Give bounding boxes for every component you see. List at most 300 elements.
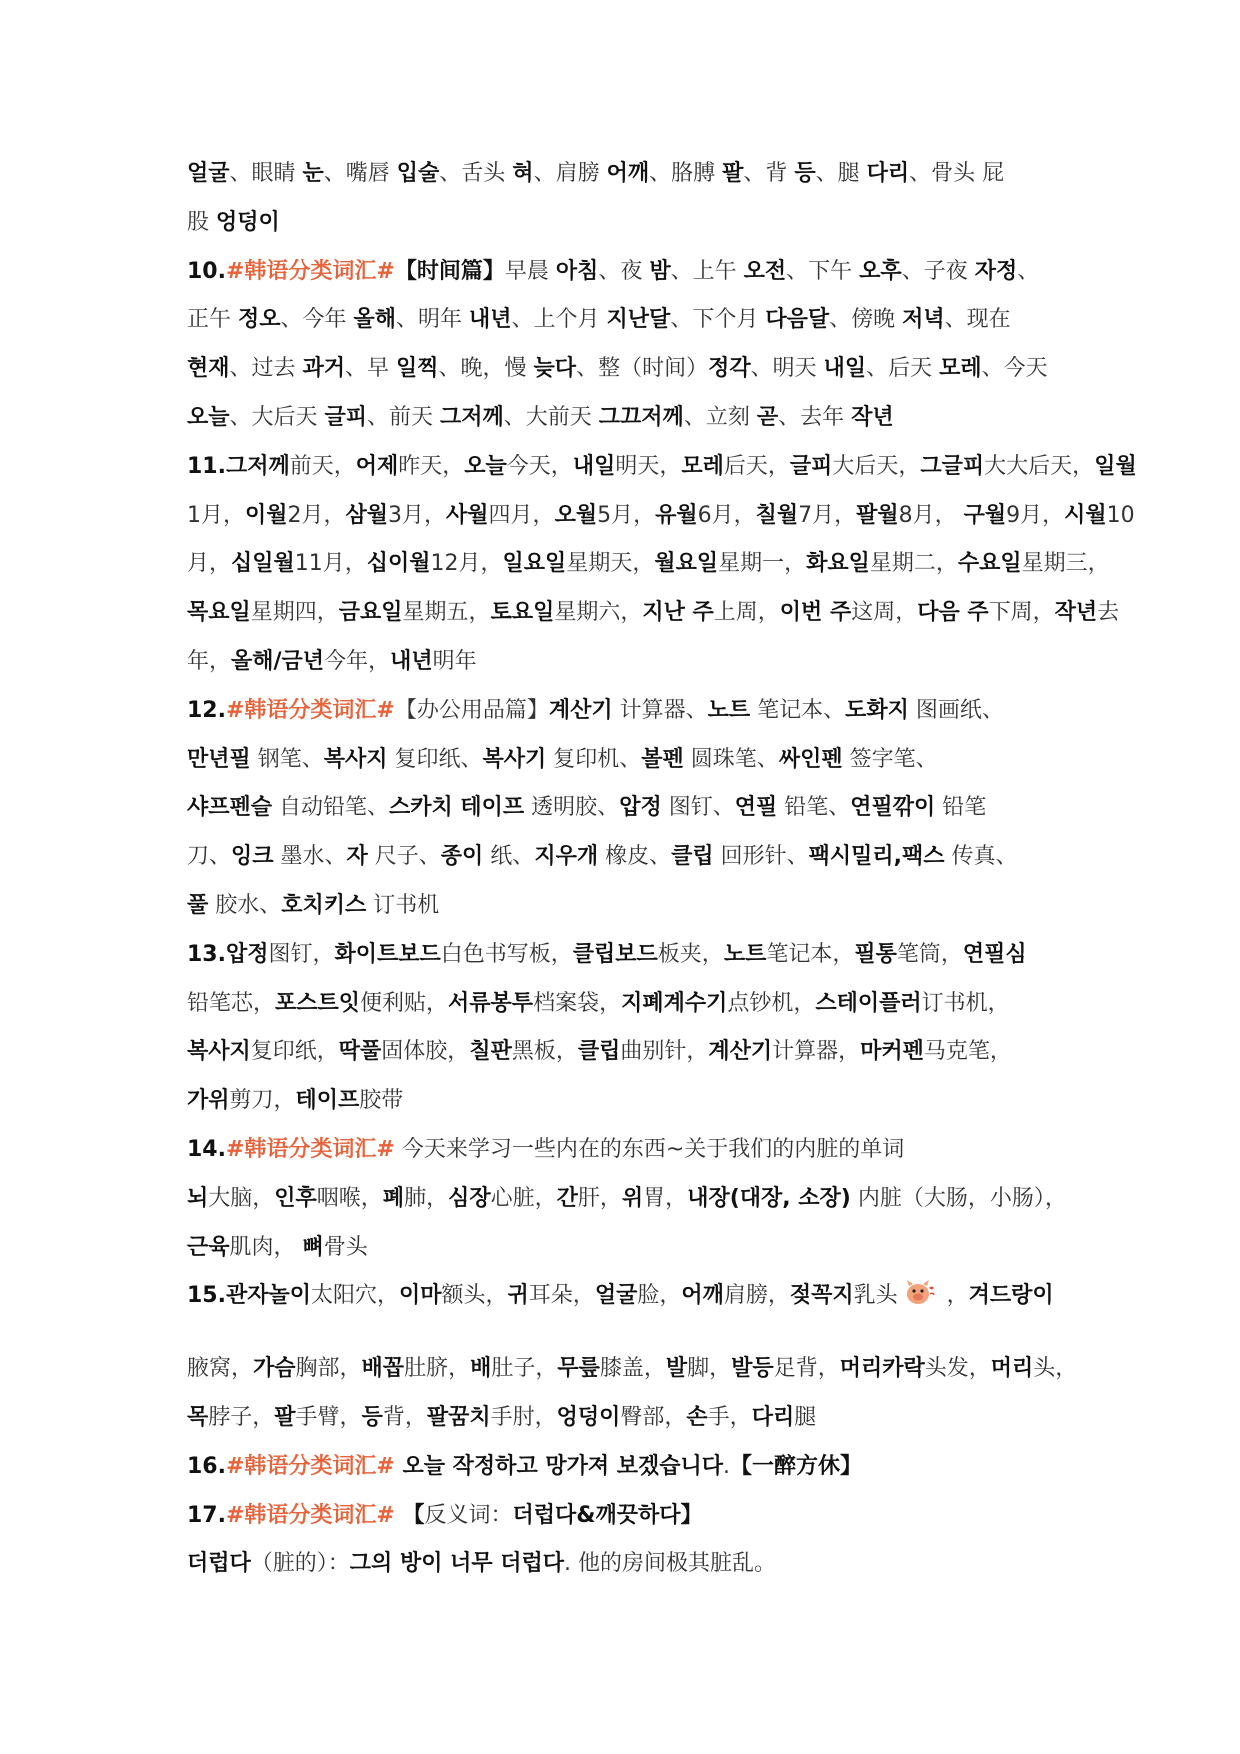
korean-term: 오후 bbox=[859, 258, 902, 284]
text-line bbox=[187, 589, 1120, 638]
korean-term: 월요일 bbox=[654, 551, 719, 577]
korean-term: 손 bbox=[686, 1404, 708, 1430]
korean-term: 팔꿈치 bbox=[426, 1404, 491, 1430]
korean-term: 자 bbox=[346, 844, 368, 870]
korean-term: 이번 주 bbox=[779, 600, 852, 626]
korean-term: 곧 bbox=[756, 404, 779, 430]
chinese-gloss: 钢笔、 bbox=[250, 746, 324, 772]
korean-term: 15.관자놀이 bbox=[187, 1283, 311, 1309]
text-line bbox=[187, 345, 1057, 394]
korean-term: 샤프펜슬 bbox=[187, 795, 273, 821]
chinese-gloss: 笔记本、 bbox=[750, 697, 846, 723]
korean-term: 팔 bbox=[722, 161, 744, 186]
korean-term: 어깨 bbox=[606, 161, 650, 186]
chinese-gloss: 、眼睛 bbox=[229, 161, 303, 186]
chinese-gloss: 头， bbox=[1033, 1356, 1078, 1382]
chinese-gloss: 大脑， bbox=[208, 1185, 275, 1211]
korean-term: 더럽다 bbox=[187, 1551, 251, 1577]
text-line bbox=[187, 199, 1057, 248]
korean-term: 엉덩이 bbox=[556, 1404, 621, 1430]
chinese-gloss: 今天， bbox=[506, 453, 573, 479]
korean-term: 등 bbox=[361, 1404, 383, 1430]
korean-term: 내일 bbox=[572, 453, 616, 479]
korean-term: 14. bbox=[187, 1136, 226, 1162]
chinese-gloss: 、胳膊 bbox=[649, 161, 723, 186]
korean-term: 딱풀 bbox=[338, 1039, 382, 1065]
text-line bbox=[187, 1077, 1057, 1126]
korean-term: 목요일 bbox=[187, 600, 251, 626]
chinese-gloss: 臀部， bbox=[620, 1404, 687, 1430]
chinese-gloss: 图画纸、 bbox=[908, 697, 1004, 723]
korean-term: 등 bbox=[794, 161, 816, 186]
chinese-gloss: 前天， bbox=[289, 453, 356, 479]
korean-term: 과거 bbox=[302, 356, 346, 382]
korean-term: 11.그저께 bbox=[187, 453, 290, 479]
korean-term: 글피 bbox=[789, 453, 833, 479]
chinese-gloss: 、腿 bbox=[815, 161, 867, 186]
korean-term: 팔 bbox=[274, 1404, 296, 1430]
chinese-gloss: 腿 bbox=[794, 1404, 817, 1430]
korean-term: 삼월 bbox=[345, 502, 389, 528]
korean-term: 10. bbox=[187, 258, 226, 284]
chinese-gloss: 橡皮、 bbox=[598, 844, 672, 870]
chinese-gloss: 、去年 bbox=[778, 404, 852, 430]
chinese-gloss: 复印纸， bbox=[250, 1039, 339, 1065]
chinese-gloss: 昨天， bbox=[398, 453, 465, 479]
chinese-gloss: 胃， bbox=[643, 1185, 688, 1211]
korean-term: 간 bbox=[556, 1185, 578, 1211]
chinese-gloss: 、上午 bbox=[670, 258, 744, 284]
chinese-gloss: 他的房间极其脏乱。 bbox=[571, 1551, 777, 1577]
chinese-gloss: 肚子， bbox=[491, 1356, 558, 1382]
korean-term: 자정 bbox=[974, 258, 1018, 284]
korean-term: 잉크 bbox=[231, 844, 274, 870]
chinese-gloss: 、今年 bbox=[280, 307, 354, 333]
text-line bbox=[187, 736, 1057, 785]
chinese-gloss: 3月， bbox=[388, 502, 447, 528]
korean-term: 머리카락 bbox=[839, 1356, 925, 1382]
chinese-gloss: （脏的）： bbox=[250, 1551, 350, 1577]
chinese-gloss: 四月， bbox=[488, 502, 555, 528]
korean-term: 시월 bbox=[1064, 502, 1107, 528]
korean-term: 엉덩이 bbox=[216, 209, 280, 235]
chinese-gloss: 胸部， bbox=[295, 1356, 362, 1382]
korean-term: 16. bbox=[187, 1453, 226, 1479]
chinese-gloss: 反义词： bbox=[424, 1502, 513, 1528]
korean-term: 귀 bbox=[507, 1283, 529, 1309]
chinese-gloss: 纸、 bbox=[483, 844, 535, 870]
korean-term: 칠판 bbox=[469, 1039, 512, 1065]
chinese-gloss: 、背 bbox=[743, 161, 795, 186]
korean-term: 십일월 bbox=[231, 551, 295, 577]
korean-term: 아침 bbox=[555, 258, 599, 284]
korean-term: 다음달 bbox=[765, 307, 830, 333]
korean-term: 입술 bbox=[396, 161, 440, 186]
chinese-gloss: 、今天 bbox=[981, 356, 1048, 382]
korean-term: 정오 bbox=[238, 307, 281, 333]
text-line bbox=[187, 1394, 1057, 1443]
hashtag-link[interactable]: #韩语分类词汇# bbox=[225, 258, 395, 284]
text-line bbox=[187, 882, 1057, 931]
korean-term: 젖꼭지 bbox=[789, 1283, 854, 1309]
chinese-gloss: 肩膀， bbox=[723, 1283, 790, 1309]
chinese-gloss: 星期二， bbox=[869, 551, 958, 577]
korean-term: 내년 bbox=[469, 307, 512, 333]
korean-term: 【时间篇】 bbox=[394, 258, 505, 284]
chinese-gloss: 月， bbox=[187, 551, 232, 577]
korean-term: 연필깎이 bbox=[850, 795, 936, 821]
korean-term: 목 bbox=[187, 1404, 209, 1430]
korean-term: 토요일 bbox=[490, 600, 555, 626]
chinese-gloss: 骨头 bbox=[323, 1234, 368, 1260]
chinese-gloss: 、过去 bbox=[229, 356, 303, 382]
chinese-gloss: 6月， bbox=[697, 502, 756, 528]
korean-term: 포스트잇 bbox=[275, 990, 361, 1016]
chinese-gloss: 、夜 bbox=[598, 258, 650, 284]
korean-term: 연필심 bbox=[962, 941, 1027, 967]
chinese-gloss: 图钉、 bbox=[661, 795, 735, 821]
chinese-gloss: 订书机， bbox=[921, 990, 1010, 1016]
chinese-gloss: 肌肉， bbox=[229, 1234, 303, 1260]
korean-term: 늦다 bbox=[533, 356, 577, 382]
korean-term: 만년필 bbox=[187, 746, 251, 772]
korean-term: 그의 방이 너무 더럽다 bbox=[349, 1551, 565, 1577]
chinese-gloss: 计算器、 bbox=[612, 697, 708, 723]
chinese-gloss: 白色书写板， bbox=[440, 941, 573, 967]
korean-term: 마커펜 bbox=[860, 1039, 924, 1065]
korean-term: 인후 bbox=[274, 1185, 317, 1211]
chinese-gloss: 星期六， bbox=[554, 600, 643, 626]
chinese-gloss: 刀、 bbox=[187, 844, 232, 870]
chinese-gloss: 今天来学习一些内在的东西~关于我们的内脏的单词 bbox=[394, 1136, 905, 1162]
korean-term: 복사지 bbox=[187, 1039, 251, 1065]
chinese-gloss: . bbox=[723, 1453, 731, 1479]
korean-term: 칠월 bbox=[755, 502, 799, 528]
chinese-gloss: 、傍晚 bbox=[829, 307, 903, 333]
chinese-gloss: 星期一， bbox=[718, 551, 807, 577]
chinese-gloss: 、舌头 bbox=[439, 161, 513, 186]
chinese-gloss: 大大后天， bbox=[984, 453, 1095, 479]
chinese-gloss: 便利贴， bbox=[360, 990, 449, 1016]
korean-term: 풀 bbox=[187, 892, 209, 918]
chinese-gloss: 、现在 bbox=[944, 307, 1011, 333]
chinese-gloss: 、明天 bbox=[750, 356, 824, 382]
korean-term: 12. bbox=[187, 697, 226, 723]
chinese-gloss: 9月， bbox=[1006, 502, 1065, 528]
korean-term: 오늘 bbox=[464, 453, 507, 479]
chinese-gloss: 心脏， bbox=[490, 1185, 557, 1211]
chinese-gloss: 黑板， bbox=[511, 1039, 578, 1065]
hashtag-link[interactable]: #韩语分类词汇# bbox=[225, 1453, 395, 1479]
chinese-gloss: 星期三， bbox=[1021, 551, 1110, 577]
chinese-gloss: 1月， bbox=[187, 502, 245, 528]
chinese-gloss: 明天， bbox=[615, 453, 682, 479]
korean-term: 가슴 bbox=[253, 1356, 296, 1382]
korean-term: 13.압정 bbox=[187, 941, 269, 967]
chinese-gloss: 、大前天 bbox=[503, 404, 599, 430]
chinese-gloss: 、子夜 bbox=[901, 258, 975, 284]
chinese-gloss: 股 bbox=[187, 209, 216, 235]
korean-term: 가위 bbox=[187, 1088, 230, 1114]
korean-term: 노트 bbox=[723, 941, 767, 967]
korean-term: 【 bbox=[394, 1502, 425, 1528]
korean-term: 이월 bbox=[245, 502, 288, 528]
chinese-gloss: 脖子， bbox=[208, 1404, 275, 1430]
korean-term: 팩시밀리,팩스 bbox=[808, 844, 945, 870]
hashtag-link[interactable]: #韩语分类词汇# bbox=[225, 697, 395, 723]
korean-term: 일요일 bbox=[502, 551, 567, 577]
korean-term: 얼굴 bbox=[187, 161, 230, 186]
korean-term: 오월 bbox=[554, 502, 598, 528]
chinese-gloss: 复印纸、 bbox=[387, 746, 483, 772]
chinese-gloss: 铅笔芯， bbox=[187, 990, 276, 1016]
text-line bbox=[187, 638, 1057, 687]
chinese-gloss: 、后天 bbox=[866, 356, 940, 382]
chinese-gloss: 固体胶， bbox=[381, 1039, 470, 1065]
korean-term: 일월 bbox=[1094, 453, 1137, 479]
korean-term: 뇌 bbox=[187, 1185, 209, 1211]
chinese-gloss: 星期四， bbox=[250, 600, 339, 626]
korean-term: 수요일 bbox=[957, 551, 1022, 577]
chinese-gloss: 咽喉， bbox=[316, 1185, 383, 1211]
korean-term: 발등 bbox=[731, 1356, 774, 1382]
chinese-gloss: 早晨 bbox=[504, 258, 556, 284]
chinese-gloss: 复印机、 bbox=[546, 746, 642, 772]
chinese-gloss: 星期天， bbox=[566, 551, 655, 577]
chinese-gloss: 传真、 bbox=[944, 844, 1018, 870]
text-line bbox=[187, 1028, 1057, 1077]
korean-term: 저녁 bbox=[902, 307, 945, 333]
chinese-gloss: 剪刀， bbox=[229, 1088, 296, 1114]
korean-term: 복사지 bbox=[323, 746, 388, 772]
korean-term: 클립보드 bbox=[572, 941, 658, 967]
chinese-gloss: 、晚，慢 bbox=[438, 356, 534, 382]
chinese-gloss: 笔记本， bbox=[766, 941, 855, 967]
chinese-gloss: 、下午 bbox=[786, 258, 860, 284]
korean-term: 작년 bbox=[1054, 600, 1098, 626]
chinese-gloss: 肺， bbox=[404, 1185, 449, 1211]
chinese-gloss: 、下个月 bbox=[670, 307, 766, 333]
korean-term: 혀 bbox=[512, 161, 534, 186]
text-line bbox=[187, 833, 1057, 882]
chinese-gloss: 8月， bbox=[898, 502, 964, 528]
korean-term: 팔월 bbox=[856, 502, 899, 528]
chinese-gloss: 太阳穴， bbox=[310, 1283, 399, 1309]
chinese-gloss: 、明年 bbox=[396, 307, 470, 333]
korean-term: 다리 bbox=[866, 161, 910, 186]
korean-term: 심장 bbox=[448, 1185, 491, 1211]
korean-term: 올해 bbox=[353, 307, 397, 333]
text-line bbox=[187, 931, 1057, 980]
chinese-gloss: 明年 bbox=[432, 648, 477, 674]
chinese-gloss: 手臂， bbox=[295, 1404, 362, 1430]
text-line bbox=[187, 248, 1057, 297]
chinese-gloss: 年， bbox=[187, 648, 232, 674]
korean-term: 【一醉方休】 bbox=[730, 1453, 863, 1479]
korean-term: 서류봉투 bbox=[448, 990, 534, 1016]
korean-term: 모레 bbox=[939, 356, 982, 382]
korean-term: 겨드랑이 bbox=[968, 1283, 1054, 1309]
korean-term: 화요일 bbox=[806, 551, 870, 577]
korean-term: 지우개 bbox=[534, 844, 599, 870]
chinese-gloss: 笔筒， bbox=[896, 941, 963, 967]
chinese-gloss: 下周， bbox=[988, 600, 1055, 626]
korean-term: 내년 bbox=[390, 648, 433, 674]
chinese-gloss: 手肘， bbox=[490, 1404, 557, 1430]
chinese-gloss: 胶带 bbox=[359, 1088, 404, 1114]
text-line bbox=[187, 1540, 1057, 1589]
korean-term: 복사기 bbox=[482, 746, 547, 772]
chinese-gloss: 肝， bbox=[577, 1185, 622, 1211]
chinese-gloss: 大后天， bbox=[832, 453, 921, 479]
chinese-gloss: . bbox=[564, 1551, 572, 1577]
chinese-gloss: 额头， bbox=[441, 1283, 508, 1309]
chinese-gloss: 透明胶、 bbox=[524, 795, 620, 821]
korean-term: 발 bbox=[665, 1356, 688, 1382]
korean-term: 현재 bbox=[187, 356, 230, 382]
text-line bbox=[187, 1126, 1057, 1175]
korean-term: 그끄저께 bbox=[598, 404, 684, 430]
korean-term: 머리 bbox=[990, 1356, 1034, 1382]
chinese-gloss: 【办公用品篇】 bbox=[394, 697, 549, 723]
chinese-gloss: 这周， bbox=[851, 600, 918, 626]
chinese-gloss: 回形针、 bbox=[713, 844, 809, 870]
korean-term: 사월 bbox=[446, 502, 489, 528]
korean-term: 지난 주 bbox=[642, 600, 714, 626]
chinese-gloss: 5月， bbox=[597, 502, 656, 528]
chinese-gloss: 、肩膀 bbox=[533, 161, 607, 186]
chinese-gloss: 自动铅笔、 bbox=[272, 795, 390, 821]
chinese-gloss: 签字笔、 bbox=[842, 746, 938, 772]
chinese-gloss: 背， bbox=[382, 1404, 427, 1430]
chinese-gloss: 脚， bbox=[687, 1356, 732, 1382]
korean-term: 그글피 bbox=[920, 453, 985, 479]
pig-emoji-icon bbox=[902, 1278, 936, 1308]
chinese-gloss: 足背， bbox=[773, 1356, 840, 1382]
korean-term: 올해/금년 bbox=[231, 648, 325, 674]
text-line bbox=[187, 1345, 1078, 1394]
korean-term: 오늘 bbox=[187, 404, 230, 430]
chinese-gloss: 尺子、 bbox=[367, 844, 441, 870]
chinese-gloss: 今年， bbox=[324, 648, 391, 674]
korean-term: 밤 bbox=[649, 258, 671, 284]
korean-term: 호치키스 bbox=[281, 892, 367, 918]
korean-term: 다음 주 bbox=[917, 600, 989, 626]
chinese-gloss: 、前天 bbox=[367, 404, 441, 430]
korean-term: 압정 bbox=[619, 795, 662, 821]
text-line bbox=[187, 1272, 1057, 1321]
korean-term: 폐 bbox=[382, 1185, 405, 1211]
text-line bbox=[187, 492, 1135, 541]
text-line bbox=[187, 394, 1057, 443]
korean-term: 17. bbox=[187, 1502, 226, 1528]
korean-term: 작년 bbox=[851, 404, 894, 430]
chinese-gloss: 马克笔， bbox=[923, 1039, 1012, 1065]
korean-term: 스테이플러 bbox=[815, 990, 922, 1016]
chinese-gloss: 档案袋， bbox=[533, 990, 622, 1016]
text-line bbox=[187, 150, 1057, 199]
chinese-gloss: 手， bbox=[707, 1404, 752, 1430]
korean-term: 어깨 bbox=[681, 1283, 724, 1309]
text-line bbox=[187, 443, 1137, 492]
korean-term: 더럽다&깨끗하다】 bbox=[512, 1502, 703, 1528]
chinese-gloss: 、大后天 bbox=[229, 404, 325, 430]
korean-term: 계산기 bbox=[548, 697, 613, 723]
korean-term: 그저께 bbox=[440, 404, 504, 430]
korean-term: 오늘 작정하고 망가져 보겠습니다 bbox=[394, 1453, 724, 1479]
text-line bbox=[187, 980, 1057, 1029]
chinese-gloss: 内脏（大肠，小肠）， bbox=[850, 1185, 1067, 1211]
chinese-gloss: ， bbox=[939, 1283, 969, 1309]
korean-term: 글피 bbox=[324, 404, 368, 430]
chinese-gloss: 板夹， bbox=[657, 941, 724, 967]
hashtag-link[interactable]: #韩语分类词汇# bbox=[225, 1502, 395, 1528]
korean-term: 유월 bbox=[655, 502, 698, 528]
chinese-gloss: 腋窝， bbox=[187, 1356, 254, 1382]
korean-term: 무릎 bbox=[557, 1356, 600, 1382]
chinese-gloss: 、嘴唇 bbox=[323, 161, 397, 186]
text-line bbox=[187, 1175, 1067, 1224]
text-line bbox=[187, 1443, 1057, 1492]
chinese-gloss: 铅笔 bbox=[935, 795, 987, 821]
korean-term: 도화지 bbox=[845, 697, 909, 723]
text-line bbox=[187, 296, 1057, 345]
chinese-gloss: 曲别针， bbox=[620, 1039, 709, 1065]
text-line bbox=[187, 540, 1110, 589]
chinese-gloss: 、骨头 屁 bbox=[909, 161, 1005, 186]
text-line bbox=[187, 687, 1057, 736]
korean-term: 구월 bbox=[963, 502, 1007, 528]
chinese-gloss: 、立刻 bbox=[683, 404, 757, 430]
korean-term: 필통 bbox=[854, 941, 897, 967]
chinese-gloss: 11月， bbox=[294, 551, 367, 577]
chinese-gloss: 后天， bbox=[723, 453, 790, 479]
chinese-gloss: 图钉， bbox=[268, 941, 335, 967]
korean-term: 배꼽 bbox=[361, 1356, 405, 1382]
korean-term: 근육 bbox=[187, 1234, 230, 1260]
korean-term: 클립 bbox=[577, 1039, 621, 1065]
korean-term: 볼펜 bbox=[641, 746, 684, 772]
chinese-gloss: 乳头 bbox=[853, 1283, 898, 1309]
chinese-gloss: 膝盖， bbox=[599, 1356, 666, 1382]
text-line bbox=[187, 1224, 1057, 1273]
chinese-gloss: 7月， bbox=[798, 502, 857, 528]
korean-term: 눈 bbox=[302, 161, 324, 186]
chinese-gloss: 点钞机， bbox=[727, 990, 816, 1016]
chinese-gloss: 头发， bbox=[924, 1356, 991, 1382]
chinese-gloss: 计算器， bbox=[772, 1039, 861, 1065]
korean-term: 지폐계수기 bbox=[621, 990, 728, 1016]
chinese-gloss: 、上个月 bbox=[511, 307, 607, 333]
korean-term: 싸인펜 bbox=[778, 746, 843, 772]
korean-term: 뼈 bbox=[302, 1234, 324, 1260]
chinese-gloss: 圆珠笔、 bbox=[683, 746, 779, 772]
chinese-gloss: 、整（时间） bbox=[576, 356, 709, 382]
korean-term: 테이프 bbox=[295, 1088, 360, 1114]
chinese-gloss: 耳朵， bbox=[528, 1283, 595, 1309]
korean-term: 배 bbox=[470, 1356, 492, 1382]
chinese-gloss: 星期五， bbox=[402, 600, 491, 626]
korean-term: 노트 bbox=[707, 697, 751, 723]
chinese-gloss: 铅笔、 bbox=[777, 795, 851, 821]
chinese-gloss: 2月， bbox=[287, 502, 346, 528]
chinese-gloss: 墨水、 bbox=[273, 844, 347, 870]
hashtag-link[interactable]: #韩语分类词汇# bbox=[225, 1136, 395, 1162]
korean-term: 금요일 bbox=[338, 600, 403, 626]
chinese-gloss: 12月， bbox=[430, 551, 503, 577]
korean-term: 정각 bbox=[708, 356, 751, 382]
korean-term: 종이 bbox=[440, 844, 484, 870]
